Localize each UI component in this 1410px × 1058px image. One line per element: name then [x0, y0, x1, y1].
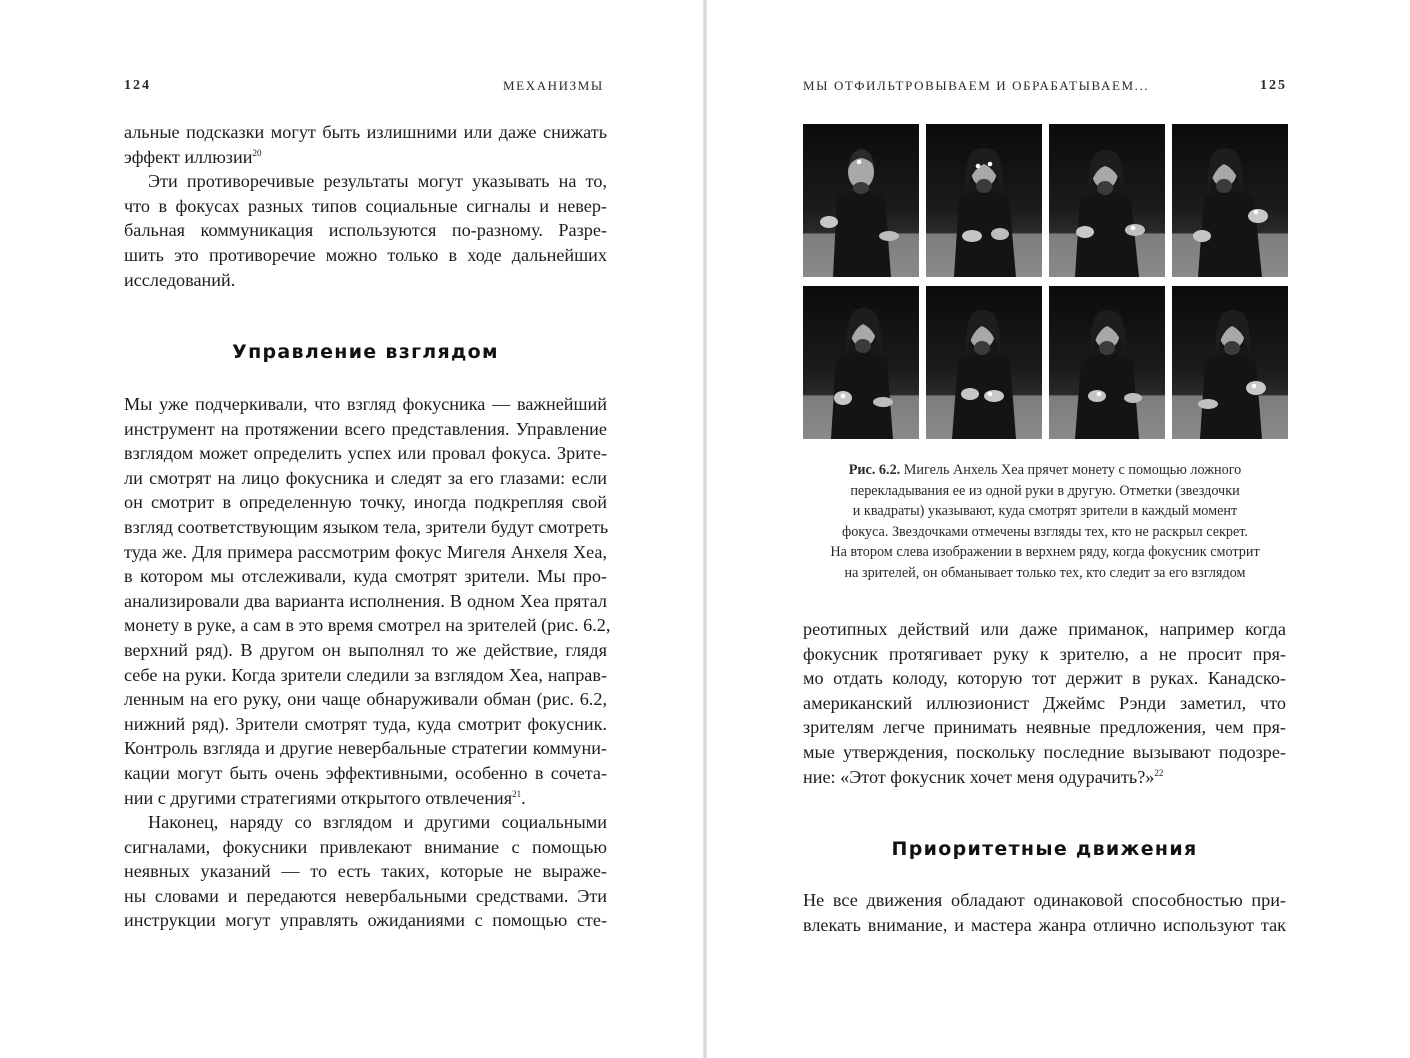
text-line: что в фокусах разных типов социальные сигналы и невер- — [124, 195, 607, 216]
figure-photo — [803, 124, 919, 277]
running-head-right: МЫ ОТФИЛЬТРОВЫВАЕМ И ОБРАБАТЫВАЕМ... — [803, 78, 1150, 93]
text-line: бальная коммуникация используются по-разному. Разре- — [124, 220, 607, 241]
figure-photo — [1172, 124, 1288, 277]
text-line: альные подсказки могут быть излишними или даже снижать — [124, 122, 607, 142]
page-number-right: 125 — [1260, 78, 1287, 93]
text-line: инструкции могут управлять ожиданиями с помощью сте- — [124, 910, 607, 931]
text-line: взгляд соответствующим языком тела, зрители будут смотреть — [124, 516, 609, 537]
figure-photo — [1172, 286, 1288, 439]
figure-label: Рис. 6.2. — [848, 462, 901, 478]
text-line: Не все движения обладают одинаковой способностью при- — [803, 890, 1286, 910]
caption-line: Рис. 6.2. Мигель Анхель Хеа прячет монету с помощью ложного — [848, 462, 1242, 478]
text-line: шить это противоречие можно только в ходе дальнейших — [124, 244, 607, 265]
figure-photo — [803, 286, 919, 439]
running-head-left: МЕХАНИЗМЫ — [503, 78, 604, 93]
text-line: влекать внимание, и мастера жанра отлично используют так — [803, 914, 1286, 935]
text-line: неявных указаний — то есть таких, которые не выраже- — [124, 861, 607, 882]
text-line: Контроль взгляда и другие невербальные стратегии коммуни- — [124, 738, 607, 759]
text-line: исследований. — [124, 269, 236, 290]
text-line: Мы уже подчеркивали, что взгляд фокусника — важнейший — [124, 394, 607, 414]
text-line: анализировали два варианта исполнения. В одном Хеа прятал — [124, 590, 607, 611]
caption-line: и квадраты) указывают, куда смотрят зрители в каждый момент — [852, 503, 1238, 520]
text-line: верхний ряд). В другом он выполнял то же действие, глядя — [124, 639, 607, 660]
figure-photo — [1049, 286, 1165, 439]
footnote-ref: 20 — [252, 147, 262, 158]
left-text-top — [124, 120, 607, 292]
text-line: сигналами, фокусники привлекают внимание с помощью — [124, 836, 607, 857]
text-line: мо отдать колоду, которую тот держит в руках. Канадско- — [803, 668, 1286, 689]
text-line: ны словами и передаются невербальными средствами. Эти — [124, 885, 607, 906]
figure-photo — [926, 124, 1042, 277]
text-line: ленным на его руку, они чаще обнаруживали обман (рис. 6.2, — [124, 689, 607, 710]
section-heading-gaze: Управление взглядом — [232, 341, 499, 363]
text-line: ли смотрят на лицо фокусника и следят за его глазами: если — [124, 467, 607, 488]
footnote-ref: 22 — [1154, 767, 1164, 778]
text-line: монету в руке, а сам в это время смотрел на зрителей (рис. 6.2, — [124, 615, 611, 636]
right-text-bottom — [803, 888, 1286, 937]
text-line: взглядом может определить успех или провал фокуса. Зрите- — [124, 443, 607, 464]
text-line: Наконец, наряду со взглядом и другими социальными — [148, 812, 607, 833]
caption-line: на зрителей, он обманывает только тех, кто следит за его взглядом — [844, 564, 1246, 581]
text-line: фокусник протягивает руку к зрителю, а не просит пря- — [803, 643, 1286, 664]
caption-line: перекладывания ее из одной руки в другую. Отметки (звездочки — [850, 482, 1240, 499]
text-line: туда же. Для примера рассмотрим фокус Мигеля Анхеля Хеа, — [124, 541, 607, 562]
figure-6-2-photo-grid — [803, 124, 1287, 440]
left-text-main — [124, 392, 611, 933]
text-line: эффект иллюзии$^{20}$ — [124, 146, 262, 167]
figure-caption — [803, 460, 1287, 584]
caption-line: На втором слева изображении в верхнем ряду, когда фокусник смотрит — [830, 544, 1260, 561]
text-line: Эти противоречивые результаты могут указывать на то, — [148, 171, 607, 192]
caption-line: фокуса. Звездочками отмечены взгляды тех, кто не раскрыл секрет. — [842, 523, 1248, 540]
figure-photo — [1049, 124, 1165, 277]
text-line: американский иллюзионист Джеймс Рэнди заметил, что — [803, 692, 1286, 713]
text-line: инструмент на протяжении всего представления. Управление — [124, 418, 607, 439]
left-page — [0, 0, 703, 1058]
right-text-top — [803, 617, 1286, 789]
text-line: себе на руки. Когда зрители следили за взглядом Хеа, направ- — [124, 664, 607, 685]
text-line: нижний ряд). Зрители смотрят туда, куда смотрит фокусник. — [124, 713, 607, 734]
right-page — [707, 0, 1410, 1058]
text-line: нии с другими стратегиями открытого отвлечения$^{21}$. — [124, 787, 526, 808]
text-line: он смотрит в определенную точку, иногда подкрепляя свой — [124, 492, 607, 513]
figure-photo — [926, 286, 1042, 439]
text-line: ние: «Этот фокусник хочет меня одурачить?»$^{22}$ — [803, 766, 1164, 787]
page-number-left: 124 — [124, 78, 151, 93]
text-line: зрителям легче принимать неявные предложения, чем пря- — [803, 717, 1286, 738]
text-line: кации могут быть очень эффективными, особенно в сочета- — [124, 762, 607, 783]
section-heading-priority: Приоритетные движения — [891, 838, 1198, 860]
footnote-ref: 21 — [512, 788, 522, 799]
text-line: в котором мы отслеживали, куда смотрят зрители. Мы про- — [124, 566, 607, 587]
text-line: мые утверждения, поскольку последние вызывают подозре- — [803, 741, 1286, 762]
text-line: реотипных действий или даже приманок, например когда — [803, 619, 1286, 639]
